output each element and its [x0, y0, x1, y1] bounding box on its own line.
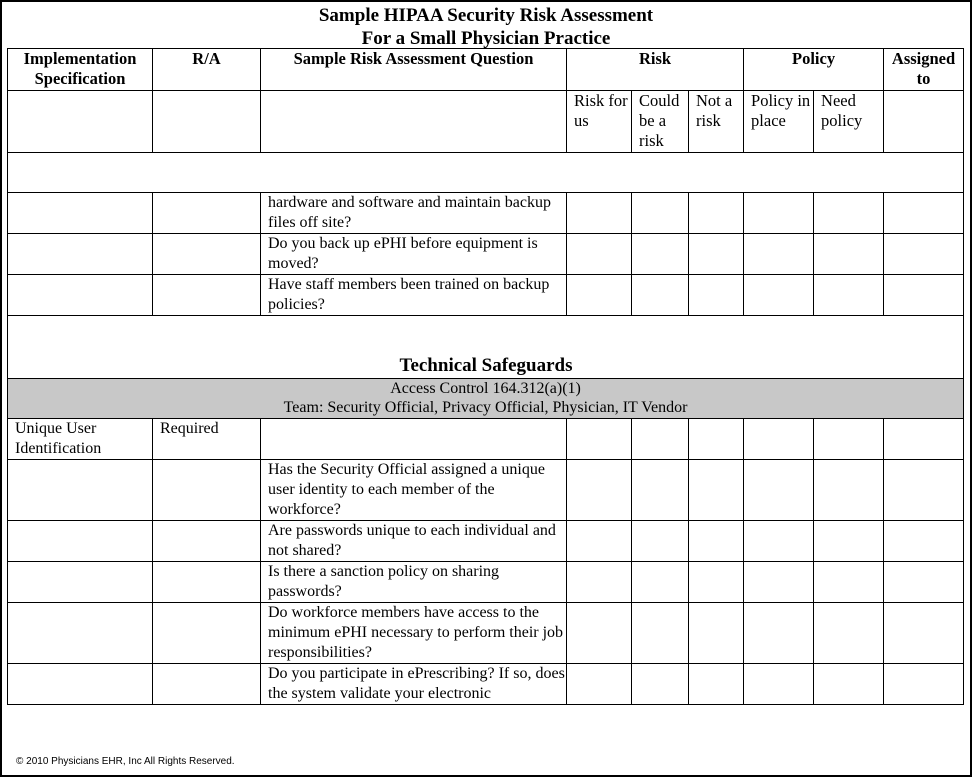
- checkbox-cell[interactable]: [744, 562, 814, 603]
- checkbox-cell[interactable]: [689, 562, 744, 603]
- gap-left-border: [7, 152, 8, 192]
- empty-cell: [153, 193, 261, 234]
- assigned-cell[interactable]: [884, 234, 964, 275]
- empty-cell: [153, 664, 261, 705]
- empty-cell: [261, 91, 567, 153]
- question-text: Have staff members been trained on backup policies?: [261, 275, 567, 316]
- question-text: Has the Security Official assigned a unique user identity to each member of the workforce?: [261, 460, 567, 521]
- checkbox-cell[interactable]: [744, 603, 814, 664]
- empty-cell: [153, 521, 261, 562]
- checkbox-cell[interactable]: [689, 193, 744, 234]
- document-title-line2: For a Small Physician Practice: [361, 28, 611, 49]
- checkbox-cell[interactable]: [632, 460, 689, 521]
- checkbox-cell[interactable]: [744, 419, 814, 460]
- assigned-cell[interactable]: [884, 664, 964, 705]
- col-header-question: Sample Risk Assessment Question: [261, 49, 567, 91]
- checkbox-cell[interactable]: [689, 234, 744, 275]
- checkbox-cell[interactable]: [814, 521, 884, 562]
- access-control-team: Team: Security Official, Privacy Official, Physician, IT Vendor: [283, 399, 688, 416]
- empty-cell: [8, 460, 153, 521]
- checkbox-cell[interactable]: [567, 603, 632, 664]
- checkbox-cell[interactable]: [567, 664, 632, 705]
- assigned-cell[interactable]: [884, 562, 964, 603]
- checkbox-cell[interactable]: [814, 562, 884, 603]
- checkbox-cell[interactable]: [632, 521, 689, 562]
- col-header-risk: Risk: [567, 49, 744, 91]
- table-row: [8, 275, 964, 316]
- checkbox-cell[interactable]: [632, 603, 689, 664]
- backup-questions-table: [7, 192, 964, 316]
- table-row: [8, 234, 964, 275]
- checkbox-cell[interactable]: [689, 419, 744, 460]
- table-row: [8, 664, 964, 705]
- empty-cell: [8, 275, 153, 316]
- question-text: Is there a sanction policy on sharing passwords?: [261, 562, 567, 603]
- checkbox-cell[interactable]: [632, 193, 689, 234]
- col-header-implementation: Implementation Specification: [8, 49, 153, 91]
- empty-cell: [8, 193, 153, 234]
- checkbox-cell[interactable]: [689, 460, 744, 521]
- checkbox-cell[interactable]: [567, 193, 632, 234]
- assigned-cell[interactable]: [884, 521, 964, 562]
- question-text: Are passwords unique to each individual and not shared?: [261, 521, 567, 562]
- checkbox-cell[interactable]: [632, 419, 689, 460]
- question-text: Do workforce members have access to the minimum ePHI necessary to perform their job responsibilities?: [261, 603, 567, 664]
- assigned-cell[interactable]: [884, 193, 964, 234]
- empty-cell: [8, 562, 153, 603]
- subheader-need-policy: Need policy: [814, 91, 884, 153]
- subheader-could-be-risk: Could be a risk: [632, 91, 689, 153]
- assigned-cell[interactable]: [884, 460, 964, 521]
- col-header-assigned: Assigned to: [884, 49, 964, 91]
- table-row: [8, 562, 964, 603]
- checkbox-cell[interactable]: [744, 521, 814, 562]
- checkbox-cell[interactable]: [814, 234, 884, 275]
- subheader-policy-in-place: Policy in place: [744, 91, 814, 153]
- checkbox-cell[interactable]: [814, 275, 884, 316]
- checkbox-cell[interactable]: [744, 193, 814, 234]
- header-table: [7, 48, 964, 153]
- empty-cell: [8, 521, 153, 562]
- gap-right-border: [963, 152, 964, 192]
- empty-cell: [153, 275, 261, 316]
- assigned-cell[interactable]: [884, 419, 964, 460]
- checkbox-cell[interactable]: [632, 234, 689, 275]
- checkbox-cell[interactable]: [744, 234, 814, 275]
- checkbox-cell[interactable]: [632, 664, 689, 705]
- access-control-title: Access Control 164.312(a)(1): [390, 380, 581, 397]
- document-title-line1: Sample HIPAA Security Risk Assessment: [318, 5, 654, 26]
- empty-cell: [8, 603, 153, 664]
- access-control-band: [8, 379, 964, 419]
- checkbox-cell[interactable]: [689, 664, 744, 705]
- checkbox-cell[interactable]: [632, 275, 689, 316]
- table-row: [8, 521, 964, 562]
- section-title: Technical Safeguards: [399, 355, 573, 376]
- subheader-not-a-risk: Not a risk: [689, 91, 744, 153]
- empty-cell: [8, 91, 153, 153]
- table-row: [8, 603, 964, 664]
- table-row: [8, 193, 964, 234]
- checkbox-cell[interactable]: [814, 603, 884, 664]
- table-row: [8, 419, 964, 460]
- checkbox-cell[interactable]: [689, 603, 744, 664]
- empty-cell: [261, 419, 567, 460]
- checkbox-cell[interactable]: [567, 460, 632, 521]
- checkbox-cell[interactable]: [689, 275, 744, 316]
- question-text: Do you back up ePHI before equipment is moved?: [261, 234, 567, 275]
- empty-cell: [8, 664, 153, 705]
- empty-cell: [153, 234, 261, 275]
- ra-value: Required: [153, 419, 261, 460]
- checkbox-cell[interactable]: [567, 234, 632, 275]
- checkbox-cell[interactable]: [567, 275, 632, 316]
- access-control-cell: [8, 379, 964, 419]
- checkbox-cell[interactable]: [632, 562, 689, 603]
- checkbox-cell[interactable]: [689, 521, 744, 562]
- checkbox-cell[interactable]: [744, 664, 814, 705]
- table-row: [8, 460, 964, 521]
- checkbox-cell[interactable]: [567, 562, 632, 603]
- checkbox-cell[interactable]: [814, 193, 884, 234]
- empty-cell: [8, 234, 153, 275]
- empty-cell: [153, 91, 261, 153]
- checkbox-cell[interactable]: [814, 460, 884, 521]
- checkbox-cell[interactable]: [567, 419, 632, 460]
- empty-cell: [153, 460, 261, 521]
- copyright-footer: © 2010 Physicians EHR, Inc All Rights Reserved.: [16, 756, 235, 767]
- empty-cell: [153, 562, 261, 603]
- assigned-cell[interactable]: [884, 275, 964, 316]
- checkbox-cell[interactable]: [744, 275, 814, 316]
- col-header-policy: Policy: [744, 49, 884, 91]
- checkbox-cell[interactable]: [814, 419, 884, 460]
- empty-cell: [884, 91, 964, 153]
- subheader-risk-for-us: Risk for us: [567, 91, 632, 153]
- implementation-spec: Unique User Identification: [8, 419, 153, 460]
- empty-cell: [153, 603, 261, 664]
- access-control-table: [7, 378, 964, 705]
- question-text: hardware and software and maintain backup files off site?: [261, 193, 567, 234]
- checkbox-cell[interactable]: [814, 664, 884, 705]
- assigned-cell[interactable]: [884, 603, 964, 664]
- question-text: Do you participate in ePrescribing? If so, does the system validate your electronic: [261, 664, 567, 705]
- col-header-ra: R/A: [153, 49, 261, 91]
- checkbox-cell[interactable]: [567, 521, 632, 562]
- checkbox-cell[interactable]: [744, 460, 814, 521]
